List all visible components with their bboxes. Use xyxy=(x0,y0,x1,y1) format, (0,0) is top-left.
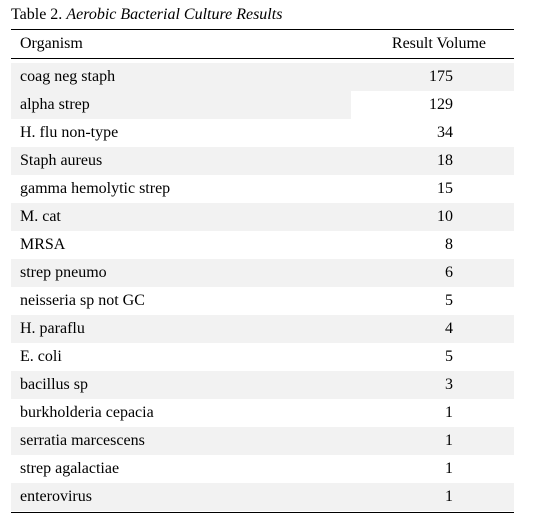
organism-cell: bacillus sp xyxy=(20,376,88,393)
table-row xyxy=(11,343,514,371)
organism-cell: Staph aureus xyxy=(20,152,103,169)
table-caption-title: Aerobic Bacterial Culture Results xyxy=(66,6,283,23)
volume-cell: 5 xyxy=(445,348,453,365)
table-row xyxy=(11,203,514,231)
column-header-organism: Organism xyxy=(20,35,83,52)
table-row xyxy=(11,231,514,259)
volume-cell: 1 xyxy=(445,488,453,505)
organism-cell: MRSA xyxy=(20,236,66,253)
organism-cell: strep agalactiae xyxy=(20,460,120,477)
organism-cell: gamma hemolytic strep xyxy=(20,180,171,197)
volume-cell: 1 xyxy=(445,460,453,477)
volume-cell: 34 xyxy=(437,124,453,141)
volume-cell: 3 xyxy=(445,376,453,393)
culture-results-table xyxy=(11,29,514,513)
table-row xyxy=(11,63,514,91)
volume-cell: 129 xyxy=(429,96,453,113)
volume-cell: 18 xyxy=(437,152,453,169)
volume-cell: 6 xyxy=(445,264,453,281)
organism-cell: strep pneumo xyxy=(20,264,107,281)
organism-cell: serratia marcescens xyxy=(20,432,145,449)
volume-cell: 15 xyxy=(437,180,453,197)
table-caption-label: Table 2. xyxy=(11,6,63,23)
table-row xyxy=(11,147,514,175)
organism-cell: coag neg staph xyxy=(20,68,116,85)
table-body xyxy=(11,59,514,512)
table-caption xyxy=(11,5,282,25)
volume-cell: 10 xyxy=(437,208,453,225)
table-header-row xyxy=(11,30,514,59)
organism-cell: alpha strep xyxy=(20,96,90,113)
organism-cell: E. coli xyxy=(20,348,62,365)
volume-cell: 5 xyxy=(445,292,453,309)
table-row xyxy=(11,371,514,399)
organism-cell: H. flu non-type xyxy=(20,124,119,141)
organism-cell: H. paraflu xyxy=(20,320,85,337)
volume-cell: 175 xyxy=(429,68,453,85)
table-row xyxy=(11,399,514,427)
table-row xyxy=(11,455,514,483)
organism-cell: burkholderia cepacia xyxy=(20,404,154,421)
table-row xyxy=(11,259,514,287)
table-row xyxy=(11,287,514,315)
volume-cell: 1 xyxy=(445,404,453,421)
table-row xyxy=(11,315,514,343)
table-row xyxy=(11,427,514,455)
table-row xyxy=(11,483,514,511)
organism-cell: neisseria sp not GC xyxy=(20,292,145,309)
table-row xyxy=(11,91,514,119)
organism-cell: enterovirus xyxy=(20,488,92,505)
column-header-result-volume: Result Volume xyxy=(391,35,486,52)
table-row xyxy=(11,119,514,147)
table-row xyxy=(11,175,514,203)
volume-cell: 8 xyxy=(445,236,453,253)
volume-cell: 4 xyxy=(445,320,453,337)
volume-cell: 1 xyxy=(445,432,453,449)
organism-cell: M. cat xyxy=(20,208,61,225)
